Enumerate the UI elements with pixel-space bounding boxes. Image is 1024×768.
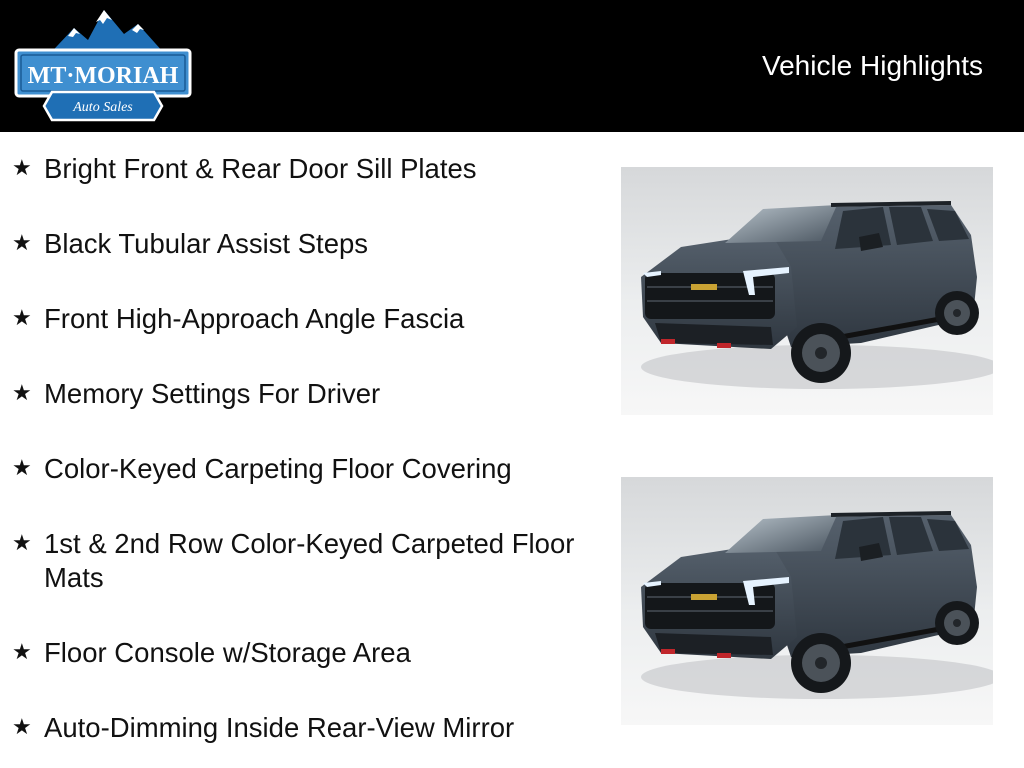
list-item bbox=[12, 527, 582, 595]
svg-text:MT·MORIAH: MT·MORIAH bbox=[27, 63, 179, 89]
highlight-text: Color-Keyed Carpeting Floor Covering bbox=[44, 453, 512, 484]
highlight-text: Front High-Approach Angle Fascia bbox=[44, 303, 465, 334]
page-title: Vehicle Highlights bbox=[761, 50, 983, 81]
list-item bbox=[12, 711, 582, 745]
star-icon: ★ bbox=[12, 230, 32, 255]
star-icon: ★ bbox=[12, 530, 32, 555]
highlight-text: Bright Front & Rear Door Sill Plates bbox=[44, 153, 477, 184]
highlight-text: Floor Console w/Storage Area bbox=[44, 637, 411, 668]
suv-image bbox=[621, 477, 993, 725]
star-icon: ★ bbox=[12, 639, 32, 664]
star-icon: ★ bbox=[12, 305, 32, 330]
list-item bbox=[12, 377, 582, 411]
vehicle-photo[interactable] bbox=[621, 477, 993, 725]
highlights-list bbox=[12, 152, 582, 745]
list-item bbox=[12, 227, 582, 261]
highlight-text: Memory Settings For Driver bbox=[44, 378, 381, 409]
star-icon: ★ bbox=[12, 455, 32, 480]
header-bar bbox=[0, 0, 1024, 132]
highlight-text: Black Tubular Assist Steps bbox=[44, 228, 369, 259]
highlight-text: 1st & 2nd Row Color-Keyed Carpeted Floor Mats bbox=[44, 528, 575, 593]
list-item bbox=[12, 452, 582, 486]
highlight-text: Auto-Dimming Inside Rear-View Mirror bbox=[44, 712, 515, 743]
star-icon: ★ bbox=[12, 714, 32, 739]
star-icon: ★ bbox=[12, 155, 32, 180]
dealer-logo[interactable] bbox=[12, 6, 196, 128]
list-item bbox=[12, 152, 582, 186]
star-icon: ★ bbox=[12, 380, 32, 405]
list-item bbox=[12, 636, 582, 670]
dealer-logo-icon bbox=[12, 6, 196, 128]
vehicle-photo[interactable] bbox=[621, 167, 993, 415]
list-item bbox=[12, 302, 582, 336]
svg-text:Auto Sales: Auto Sales bbox=[73, 100, 133, 115]
suv-image bbox=[621, 167, 993, 415]
